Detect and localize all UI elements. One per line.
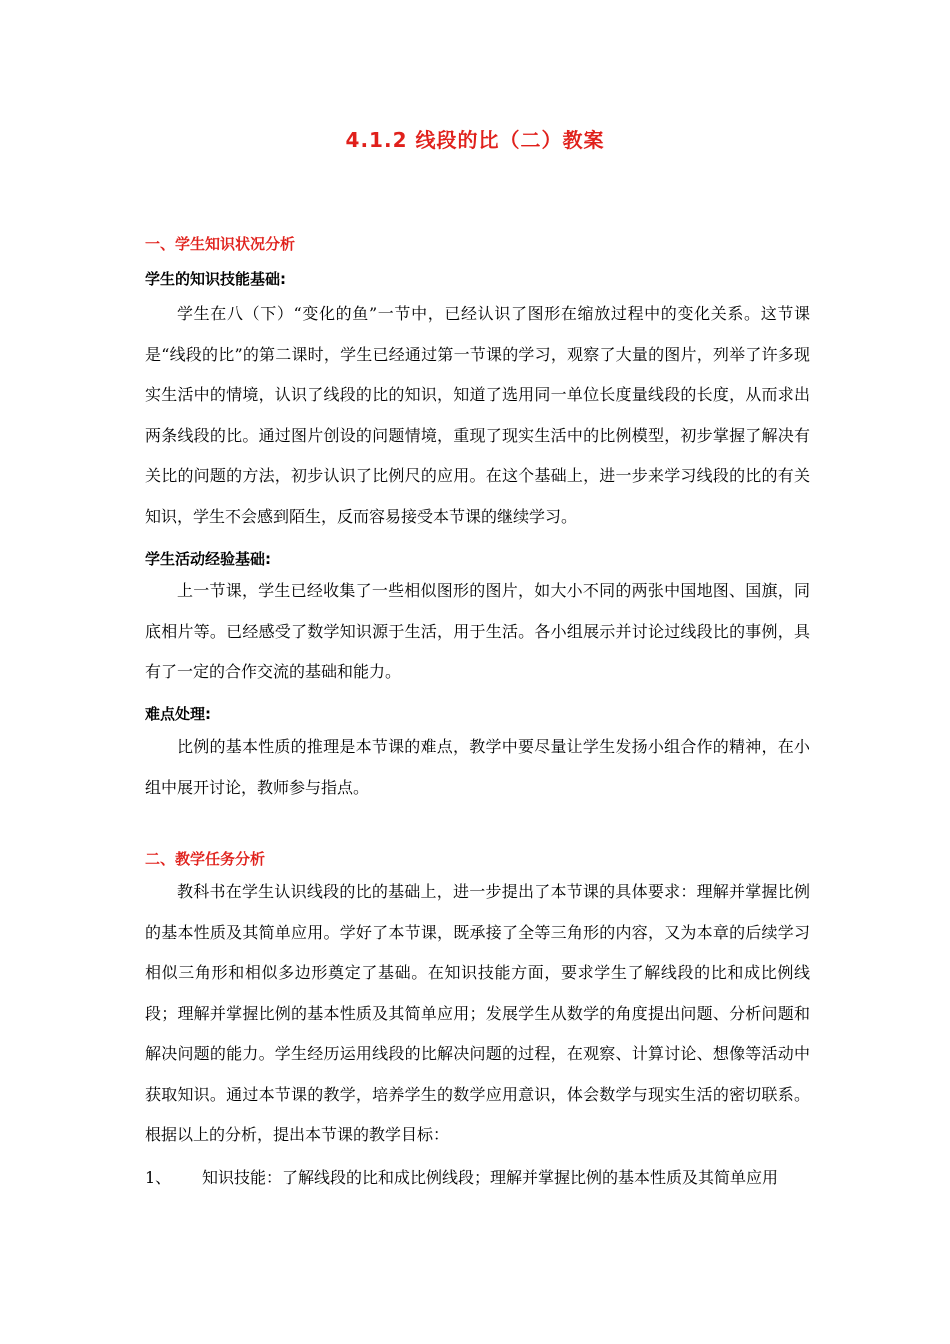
paragraph-knowledge-skills: 学生在八（下）“变化的鱼”一节中，已经认识了图形在缩放过程中的变化关系。这节课是“线段的比”的第二课时，学生已经通过第一节课的学习，观察了大量的图片，列举了许多现实生活中的情境，认识了线段的比的知识，知道了选用同一单位长度量线段的长度，从而求出两条线段的比。通过图片创设的问题情境，重现了现实生活中的比例模型，初步掌握了解决有关比的问题的方法，初步认识了比例尺的应用。在这个基础上，进一步来学习线段的比的有关知识，学生不会感到陌生，反而容易接受本节课的继续学习。: [145, 304, 810, 526]
list-item: [145, 1165, 810, 1188]
subheading-knowledge-skills: 学生的知识技能基础:: [145, 270, 286, 288]
subheading-difficulty: 难点处理:: [145, 705, 211, 723]
section-heading-student-analysis: 一、学生知识状况分析: [145, 235, 296, 253]
section-heading-task-analysis: 二、教学任务分析: [145, 850, 266, 868]
subheading-activity-experience: 学生活动经验基础:: [145, 550, 271, 568]
paragraph-difficulty: 比例的基本性质的推理是本节课的难点，教学中要尽量让学生发扬小组合作的精神，在小组中展开讨论，教师参与指点。: [145, 737, 810, 797]
document-title: 4.1.2 线段的比（二）教案: [345, 128, 605, 152]
list-item-text: 知识技能：了解线段的比和成比例线段；理解并掌握比例的基本性质及其简单应用: [202, 1168, 779, 1187]
paragraph-activity-experience: 上一节课，学生已经收集了一些相似图形的图片，如大小不同的两张中国地图、国旗，同底相片等。已经感受了数学知识源于生活，用于生活。各小组展示并讨论过线段比的事例，具有了一定的合作交流的基础和能力。: [145, 581, 810, 681]
paragraph-task-analysis: 教科书在学生认识线段的比的基础上，进一步提出了本节课的具体要求：理解并掌握比例的基本性质及其简单应用。学好了本节课，既承接了全等三角形的内容，又为本章的后续学习相似三角形和相似多边形奠定了基础。在知识技能方面，要求学生了解线段的比和成比例线段；理解并掌握比例的基本性质及其简单应用；发展学生从数学的角度提出问题、分析问题和解决问题的能力。学生经历运用线段的比解决问题的过程，在观察、计算讨论、想像等活动中获取知识。通过本节课的教学，培养学生的数学应用意识，体会数学与现实生活的密切联系。根据以上的分析，提出本节课的教学目标：: [145, 882, 810, 1144]
list-item-number: 1、: [145, 1168, 172, 1187]
